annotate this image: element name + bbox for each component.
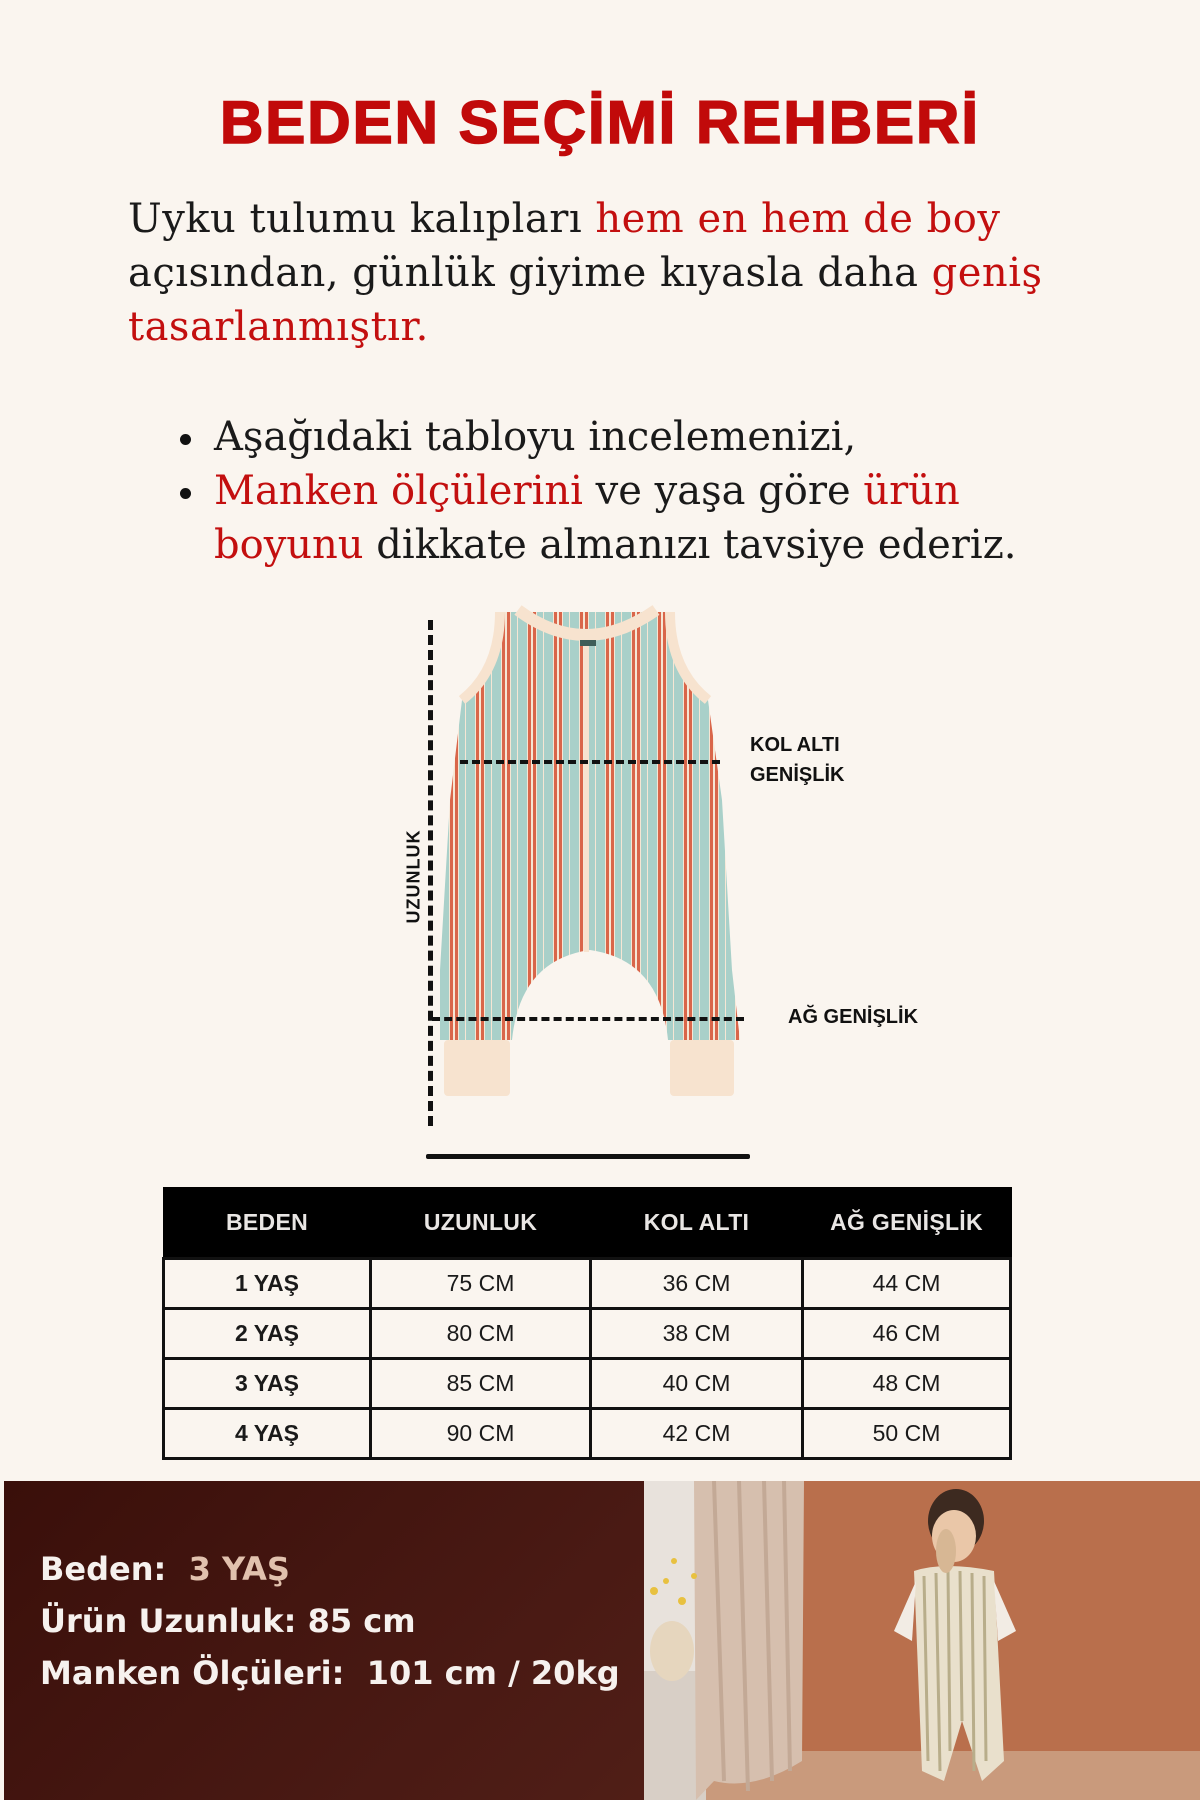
table-row <box>164 1408 1011 1458</box>
intro-highlight-wide: geniş tasarlanmıştır. <box>128 250 1043 350</box>
length-label: UZUNLUK <box>403 829 424 924</box>
model-size-label: Beden: <box>40 1550 167 1588</box>
product-length-line <box>40 1595 620 1647</box>
model-size-value: 3 YAŞ <box>188 1550 290 1588</box>
cell-crotch: 44 CM <box>803 1258 1011 1308</box>
cell-length: 80 CM <box>371 1308 591 1358</box>
length-dashed-line <box>428 620 433 1126</box>
cell-length: 85 CM <box>371 1358 591 1408</box>
intro-paragraph <box>128 192 1088 354</box>
model-info-text <box>40 1543 620 1699</box>
armpit-width-dashed-line <box>460 760 720 764</box>
bullet-icon <box>180 488 191 499</box>
intro-text-2: açısından, günlük giyime kıyasla daha <box>128 250 932 296</box>
child-model-photo <box>644 1481 1200 1800</box>
cell-armpit: 42 CM <box>591 1408 803 1458</box>
cell-length: 75 CM <box>371 1258 591 1308</box>
table-row <box>164 1308 1011 1358</box>
bullet-icon <box>180 434 191 445</box>
armpit-width-label <box>750 730 844 790</box>
cell-armpit: 38 CM <box>591 1308 803 1358</box>
advice-text: Aşağıdaki tabloyu incelemenizi, <box>214 414 857 460</box>
table-header-row <box>164 1188 1011 1258</box>
cell-size: 1 YAŞ <box>164 1258 371 1308</box>
cell-crotch: 50 CM <box>803 1408 1011 1458</box>
table-row <box>164 1258 1011 1308</box>
advice-list <box>176 410 1076 572</box>
cell-size: 3 YAŞ <box>164 1358 371 1408</box>
model-measurements-line <box>40 1647 620 1699</box>
model-info-banner <box>4 1481 1200 1800</box>
product-length-label: Ürün Uzunluk: <box>40 1602 297 1640</box>
width-base-line <box>426 1154 750 1159</box>
header-crotch: AĞ GENİŞLİK <box>803 1188 1011 1258</box>
model-measurements-value: 101 cm / 20kg <box>366 1654 620 1692</box>
advice-text: ve yaşa göre <box>582 468 864 514</box>
header-length: UZUNLUK <box>371 1188 591 1258</box>
advice-item-table <box>176 410 1076 464</box>
cell-size: 4 YAŞ <box>164 1408 371 1458</box>
model-size-line <box>40 1543 620 1595</box>
intro-text: Uyku tulumu kalıpları <box>128 196 596 242</box>
cell-armpit: 40 CM <box>591 1358 803 1408</box>
armpit-label-line2: GENİŞLİK <box>750 764 845 786</box>
intro-highlight-dimensions: hem en hem de boy <box>595 196 1001 242</box>
page-title: BEDEN SEÇİMİ REHBERİ <box>219 89 981 156</box>
advice-text: dikkate almanızı tavsiye ederiz. <box>363 522 1017 568</box>
advice-highlight-model: Manken ölçülerini <box>214 468 583 514</box>
advice-highlight-length: ürün boyunu <box>214 468 960 568</box>
crotch-width-label: AĞ GENİŞLİK <box>788 1006 919 1028</box>
advice-item-model <box>176 464 1076 572</box>
sleep-suit-image <box>440 600 740 1140</box>
cell-armpit: 36 CM <box>591 1258 803 1308</box>
table-row <box>164 1358 1011 1408</box>
cell-length: 90 CM <box>371 1408 591 1458</box>
product-length-value: 85 cm <box>307 1602 416 1640</box>
model-measurements-label: Manken Ölçüleri: <box>40 1654 345 1692</box>
cell-crotch: 46 CM <box>803 1308 1011 1358</box>
cell-crotch: 48 CM <box>803 1358 1011 1408</box>
size-chart-table <box>162 1187 1012 1460</box>
header-size: BEDEN <box>164 1188 371 1258</box>
header-armpit: KOL ALTI <box>591 1188 803 1258</box>
cell-size: 2 YAŞ <box>164 1308 371 1358</box>
crotch-width-dashed-line <box>432 1017 744 1021</box>
measurement-diagram <box>360 600 960 1170</box>
armpit-label-line1: KOL ALTI <box>750 734 840 756</box>
